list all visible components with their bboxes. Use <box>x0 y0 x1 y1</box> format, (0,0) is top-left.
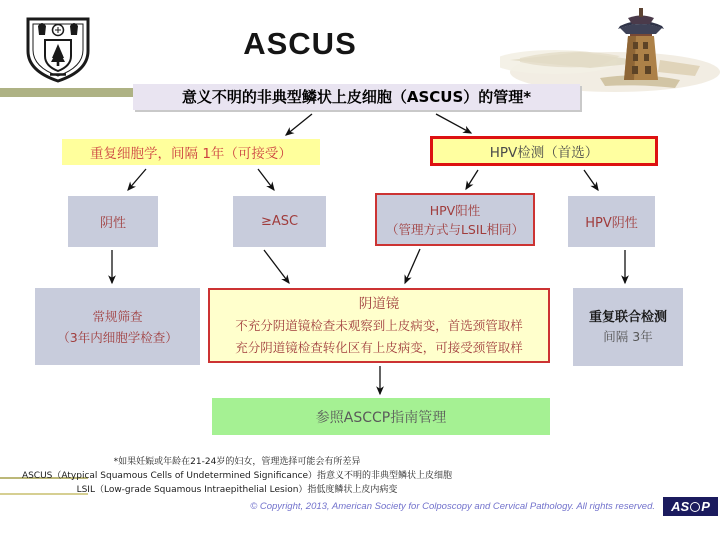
asccp-logo-as: AS <box>671 499 690 514</box>
arrow-hpvtest-to-hpv-negative <box>584 170 598 190</box>
arrow-banner-to-repeat-cytology <box>286 114 312 135</box>
box-hpv-positive-line1: HPV阳性 <box>429 202 481 218</box>
box-asccp-guideline <box>212 398 550 435</box>
box-colposcopy-line1: 不充分阴道镜检查未观察到上皮病变，首选颈管取样 <box>235 317 523 333</box>
arrow-geq-asc-to-colposcopy <box>264 250 289 283</box>
asccp-logo-circle-icon <box>690 502 700 512</box>
arrow-cytology-to-geq-asc <box>258 169 274 190</box>
asccp-logo <box>663 497 718 516</box>
box-colposcopy-title: 阴道镜 <box>358 295 400 312</box>
banner-heading: 意义不明的非典型鳞状上皮细胞（ASCUS）的管理* <box>133 84 580 110</box>
box-cotest-line2: 间隔 3年 <box>603 329 653 344</box>
asccp-logo-p: P <box>701 499 710 514</box>
copyright-text: © Copyright, 2013, American Society for Colposcopy and Cervical Pathology. All rights reserved. <box>250 501 655 512</box>
university-crest-logo <box>20 9 96 87</box>
box-colposcopy-line2: 充分阴道镜检查转化区有上皮病变，可接受颈管取样 <box>235 339 523 355</box>
arrow-cytology-to-negative <box>128 169 146 190</box>
box-routine-line1: 常规筛查 <box>92 308 143 324</box>
box-repeat-cotest <box>573 288 683 366</box>
left-accent-bar <box>0 88 134 97</box>
arrow-banner-to-hpv-test <box>436 114 471 133</box>
footnote-2: ASCUS（Atypical Squamous Cells of Undetermined Significance）指意义不明的非典型鳞状上皮细胞 <box>21 470 453 481</box>
box-geq-asc <box>233 196 326 247</box>
tower-icon <box>500 0 720 97</box>
box-repeat-cytology-label: 重复细胞学，间隔 1年（可接受） <box>90 146 292 162</box>
box-negative <box>68 196 158 247</box>
box-routine-screening <box>35 288 200 365</box>
box-asccp-guideline-label: 参照ASCCP指南管理 <box>315 409 447 426</box>
box-colposcopy <box>208 288 550 363</box>
box-repeat-cytology <box>62 139 320 165</box>
box-hpv-positive-line2: （管理方式与LSIL相同） <box>385 221 525 237</box>
box-hpv-test-label: HPV检测（首选） <box>489 145 599 161</box>
footnote-3: LSIL（Low-grade Squamous Intraepithelial Lesion）指低度鳞状上皮内病变 <box>76 484 398 495</box>
page-title: ASCUS <box>243 26 357 61</box>
tower-watercolor-image <box>500 0 720 97</box>
footnotes <box>1 456 473 497</box>
footnote-1: *如果妊娠或年龄在21-24岁的妇女，管理选择可能会有所差异 <box>113 457 361 467</box>
box-hpv-negative <box>568 196 655 247</box>
arrow-hpvtest-to-hpv-positive <box>466 170 478 189</box>
box-hpv-test <box>430 136 658 166</box>
box-cotest-line1: 重复联合检测 <box>588 310 667 325</box>
box-routine-line2: （3年内细胞学检查） <box>57 329 178 345</box>
arrow-hpv-positive-to-colposcopy <box>405 249 420 283</box>
box-hpv-positive <box>375 193 535 246</box>
box-geq-asc-label: ≥ASC <box>260 214 299 229</box>
box-hpv-negative-label: HPV阴性 <box>585 216 638 231</box>
shield-icon <box>20 9 96 87</box>
box-negative-label: 阴性 <box>99 216 126 231</box>
